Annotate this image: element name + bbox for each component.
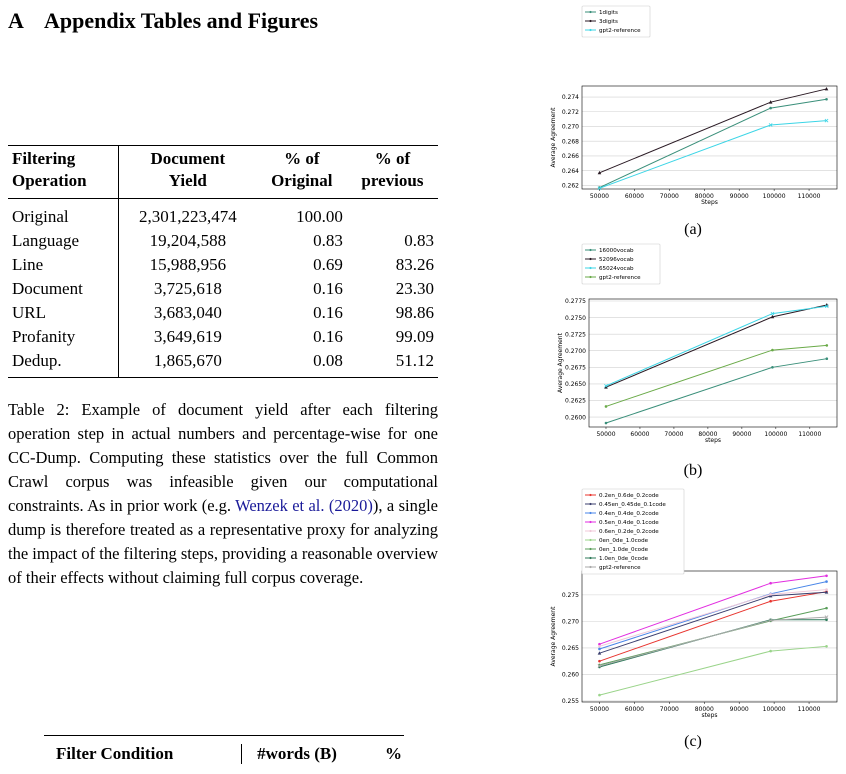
data-point <box>598 645 601 648</box>
legend-marker <box>589 503 591 505</box>
table-row: Line 15,988,956 0.69 83.26 <box>8 253 438 277</box>
x-tick-label: 90000 <box>729 706 749 713</box>
data-point <box>825 607 828 610</box>
x-tick-label: 100000 <box>764 431 788 438</box>
legend-marker <box>589 530 591 532</box>
y-tick-label: 0.2600 <box>565 414 586 422</box>
legend-marker <box>589 29 591 31</box>
y-axis-label: Average Agreement <box>557 333 564 393</box>
data-point <box>825 580 828 583</box>
series-line <box>599 620 826 667</box>
data-point <box>605 405 608 408</box>
header-pct-original: % of Original <box>271 149 333 190</box>
legend-label: 3digits <box>599 19 618 25</box>
x-tick-label: 50000 <box>596 431 616 438</box>
subcaption-a: (a) <box>684 221 702 238</box>
data-point <box>598 694 601 697</box>
subcaption-c: (c) <box>684 733 702 750</box>
section-number: A <box>8 8 24 33</box>
legend-label: 0en_0de_1.0code <box>599 538 649 544</box>
legend-label: gpt2-reference <box>599 275 641 281</box>
data-point <box>825 588 828 591</box>
legend-marker <box>589 521 591 523</box>
plot-frame <box>582 86 837 189</box>
legend-marker <box>589 566 591 568</box>
table-header-row <box>8 146 438 199</box>
x-tick-label: 50000 <box>589 706 610 713</box>
y-tick-label: 0.2675 <box>565 364 586 372</box>
x-tick-label: 70000 <box>664 431 684 438</box>
filtering-yield-table <box>8 145 438 378</box>
citation-link[interactable]: Wenzek et al. (2020) <box>235 496 373 515</box>
data-point <box>769 593 772 596</box>
y-tick-label: 0.275 <box>561 592 579 600</box>
x-tick-label: 80000 <box>694 706 714 713</box>
header-document-yield: Document Yield <box>150 149 226 190</box>
header-percent: % <box>385 744 402 763</box>
x-tick-label: 90000 <box>732 431 752 438</box>
y-tick-label: 0.2775 <box>565 298 586 306</box>
data-point <box>825 87 829 90</box>
data-point <box>769 107 772 110</box>
x-tick-label: 70000 <box>659 193 679 200</box>
data-point <box>825 574 828 577</box>
x-tick-label: 110000 <box>797 193 821 200</box>
y-axis-label: Average Agreement <box>550 606 557 667</box>
legend-marker <box>589 494 591 496</box>
legend-label: 0en_1.0de_0code <box>599 547 649 553</box>
y-tick-label: 0.262 <box>561 182 579 190</box>
y-tick-label: 0.274 <box>561 94 579 102</box>
data-point <box>825 618 828 621</box>
data-point <box>826 357 829 360</box>
header-words: #words (B) <box>257 744 337 763</box>
chart-vocab <box>545 240 840 450</box>
filter-condition-table <box>44 735 404 764</box>
x-tick-label: 90000 <box>729 193 749 200</box>
table-caption: Table 2: Example of document yield after each filtering operation step in actual numbers and percentage-wise for one CC-Dump. Computing these statistics over the full Common Crawl corpus was infeasible given our computational constraints. As in prior work (e.g. Wenzek et al. (2020)), a single dump is therefore treated as a representative proxy for analyzing the impact of the filtering steps, providing a reasonable overview of their effects without claiming full corpus coverage. <box>8 400 438 587</box>
legend-marker <box>589 539 591 541</box>
y-tick-label: 0.2700 <box>565 347 586 355</box>
y-tick-label: 0.268 <box>561 138 579 146</box>
data-point <box>771 366 774 369</box>
data-point <box>605 422 608 425</box>
data-point <box>598 660 601 663</box>
legend-label: 1digits <box>599 10 618 16</box>
legend-marker <box>589 20 591 22</box>
series-line <box>599 99 826 187</box>
series-line <box>599 121 826 189</box>
x-tick-label: 100000 <box>762 193 786 200</box>
y-tick-label: 0.260 <box>561 671 579 679</box>
table-row: Profanity 3,649,619 0.16 99.09 <box>8 325 438 349</box>
table-row: Language 19,204,588 0.83 0.83 <box>8 229 438 253</box>
y-tick-label: 0.266 <box>561 153 579 161</box>
legend-label: 65024vocab <box>599 266 634 272</box>
legend-label: 16000vocab <box>599 248 634 254</box>
y-axis-label: Average Agreement <box>550 107 557 168</box>
section-title: Appendix Tables and Figures <box>44 8 319 33</box>
table-row: Dedup. 1,865,670 0.08 51.12 <box>8 349 438 378</box>
legend-marker <box>589 512 591 514</box>
series-line <box>599 592 826 661</box>
data-point <box>769 582 772 585</box>
y-tick-label: 0.2725 <box>565 331 586 339</box>
data-point <box>769 650 772 653</box>
legend-label: 0.2en_0.6de_0.2code <box>599 493 659 499</box>
y-tick-label: 0.2650 <box>565 381 586 389</box>
x-tick-label: 80000 <box>698 431 718 438</box>
legend-label: gpt2-reference <box>599 565 641 571</box>
legend-label: 52096vocab <box>599 257 634 263</box>
data-point <box>825 98 828 101</box>
data-point <box>769 600 772 603</box>
x-tick-label: 80000 <box>694 193 714 200</box>
legend-label: 0.45en_0.45de_0.1code <box>599 502 666 508</box>
legend-label: 0.4en_0.4de_0.2code <box>599 511 659 517</box>
legend-label: 1.0en_0de_0code <box>599 556 649 562</box>
header-pct-previous: % of previous <box>361 149 424 190</box>
legend-marker <box>589 548 591 550</box>
table-header-row <box>44 744 404 764</box>
legend-label: 0.5en_0.4de_0.1code <box>599 520 659 526</box>
chart-language-mix <box>545 485 840 720</box>
y-tick-label: 0.2625 <box>565 397 586 405</box>
series-line <box>606 306 827 386</box>
table-row: Original 2,301,223,474 100.00 <box>8 199 438 230</box>
subcaption-b: (b) <box>683 462 703 479</box>
y-tick-label: 0.264 <box>561 167 579 175</box>
series-line <box>606 345 827 406</box>
series-line <box>606 359 827 423</box>
header-filter-condition: Filter Condition <box>44 744 242 764</box>
data-point <box>771 349 774 352</box>
y-tick-label: 0.270 <box>561 618 579 626</box>
legend-marker <box>589 267 591 269</box>
x-axis-label: steps <box>704 437 722 444</box>
chart-digits <box>545 2 840 212</box>
x-tick-label: 60000 <box>630 431 650 438</box>
table-row: Document 3,725,618 0.16 23.30 <box>8 277 438 301</box>
table-row: URL 3,683,040 0.16 98.86 <box>8 301 438 325</box>
legend-marker <box>589 557 591 559</box>
y-tick-label: 0.2750 <box>565 314 586 322</box>
data-point <box>825 645 828 648</box>
x-tick-label: 70000 <box>659 706 679 713</box>
legend-marker <box>589 258 591 260</box>
data-point <box>826 344 829 347</box>
x-tick-label: 110000 <box>797 706 821 713</box>
legend-marker <box>589 249 591 251</box>
x-tick-label: 100000 <box>762 706 786 713</box>
series-line <box>599 89 826 173</box>
legend-marker <box>589 11 591 13</box>
legend-label: 0.6en_0.2de_0.2code <box>599 529 659 535</box>
y-tick-label: 0.270 <box>561 123 579 131</box>
x-tick-label: 60000 <box>624 706 644 713</box>
x-tick-label: 60000 <box>624 193 644 200</box>
series-line <box>599 592 826 653</box>
x-axis-label: Steps <box>701 199 718 206</box>
legend-marker <box>589 276 591 278</box>
legend-label: gpt2-reference <box>599 28 641 34</box>
y-tick-label: 0.265 <box>561 645 579 653</box>
x-axis-label: steps <box>701 712 718 719</box>
x-tick-label: 50000 <box>589 193 610 200</box>
series-line <box>599 646 826 695</box>
y-tick-label: 0.272 <box>561 108 579 116</box>
header-filtering-operation: Filtering Operation <box>8 146 119 199</box>
y-tick-label: 0.255 <box>561 698 579 706</box>
series-line <box>599 576 826 644</box>
data-point <box>598 648 601 651</box>
x-tick-label: 110000 <box>798 431 822 438</box>
section-heading <box>8 8 318 34</box>
